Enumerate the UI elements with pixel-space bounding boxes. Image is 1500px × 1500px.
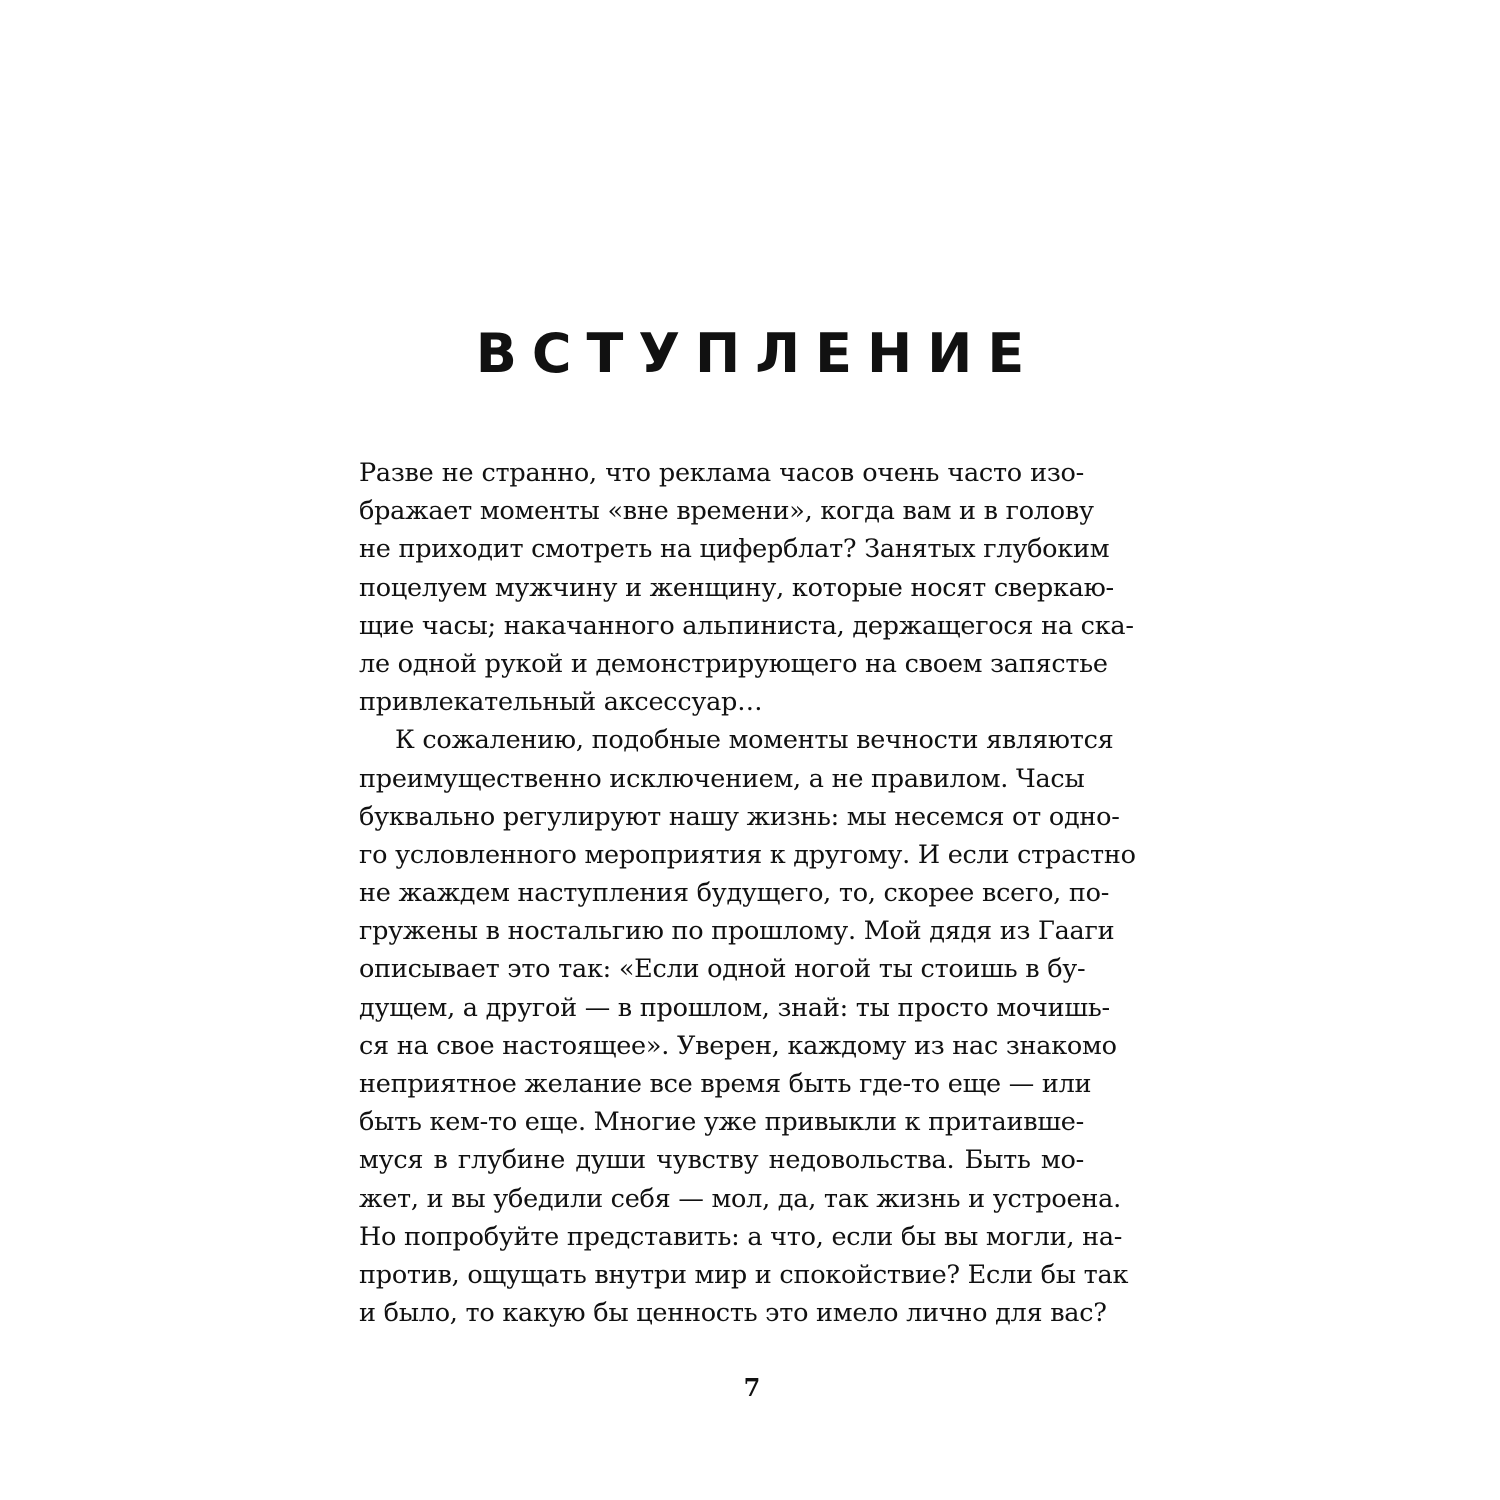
text-line: и было, то какую бы ценность это имело лично для вас? [359, 1298, 1107, 1329]
text-line: не жаждем наступления будущего, то, скорее всего, по- [359, 878, 1110, 909]
text-line: жет, и вы убедили себя — мол, да, так жизнь и устроена. [359, 1183, 1121, 1214]
text-line: не приходит смотреть на циферблат? Занятых глубоким [359, 534, 1110, 565]
chapter-title: ВСТУПЛЕНИЕ [475, 322, 1040, 385]
text-line: го условленного мероприятия к другому. И если страстно [359, 839, 1136, 870]
text-line: неприятное желание все время быть где-то еще — или [359, 1069, 1092, 1099]
text-line: К сожалению, подобные моменты вечности являются [395, 725, 1114, 756]
text-line: щие часы; накачанного альпиниста, держащегося на ска- [359, 610, 1134, 641]
text-line: Но попробуйте представить: а что, если бы вы могли, на- [359, 1221, 1123, 1252]
text-line: бражает моменты «вне времени», когда вам и в голову [359, 496, 1094, 527]
text-line: дущем, а другой — в прошлом, знай: ты просто мочишь- [359, 992, 1110, 1023]
page-number: 7 [743, 1373, 761, 1402]
text-line: ле одной рукой и демонстрирующего на своем запястье [359, 648, 1108, 679]
text-line: муся в глубине души чувству недовольства. Быть мо- [359, 1145, 1084, 1176]
text-line: преимущественно исключением, а не правилом. Часы [359, 763, 1085, 794]
paragraph-1 [359, 454, 1134, 721]
text-line: гружены в ностальгию по прошлому. Мой дядя из Гааги [359, 916, 1115, 947]
body-text [359, 454, 1136, 1332]
text-line: Разве не странно, что реклама часов очень часто изо- [359, 458, 1084, 488]
text-line: поцелуем мужчину и женщину, которые носят сверкаю- [359, 572, 1114, 603]
text-line: против, ощущать внутри мир и спокойствие? Если бы так [359, 1259, 1129, 1290]
text-line: буквально регулируют нашу жизнь: мы несемся от одно- [359, 801, 1120, 832]
paragraph-2 [359, 721, 1136, 1332]
text-line: описывает это так: «Если одной ногой ты стоишь в бу- [359, 954, 1086, 985]
text-line: быть кем-то еще. Многие уже привыкли к притаивше- [359, 1107, 1084, 1138]
text-line: ся на свое настоящее». Уверен, каждому из нас знакомо [359, 1030, 1117, 1061]
text-line: привлекательный аксессуар… [359, 687, 763, 718]
